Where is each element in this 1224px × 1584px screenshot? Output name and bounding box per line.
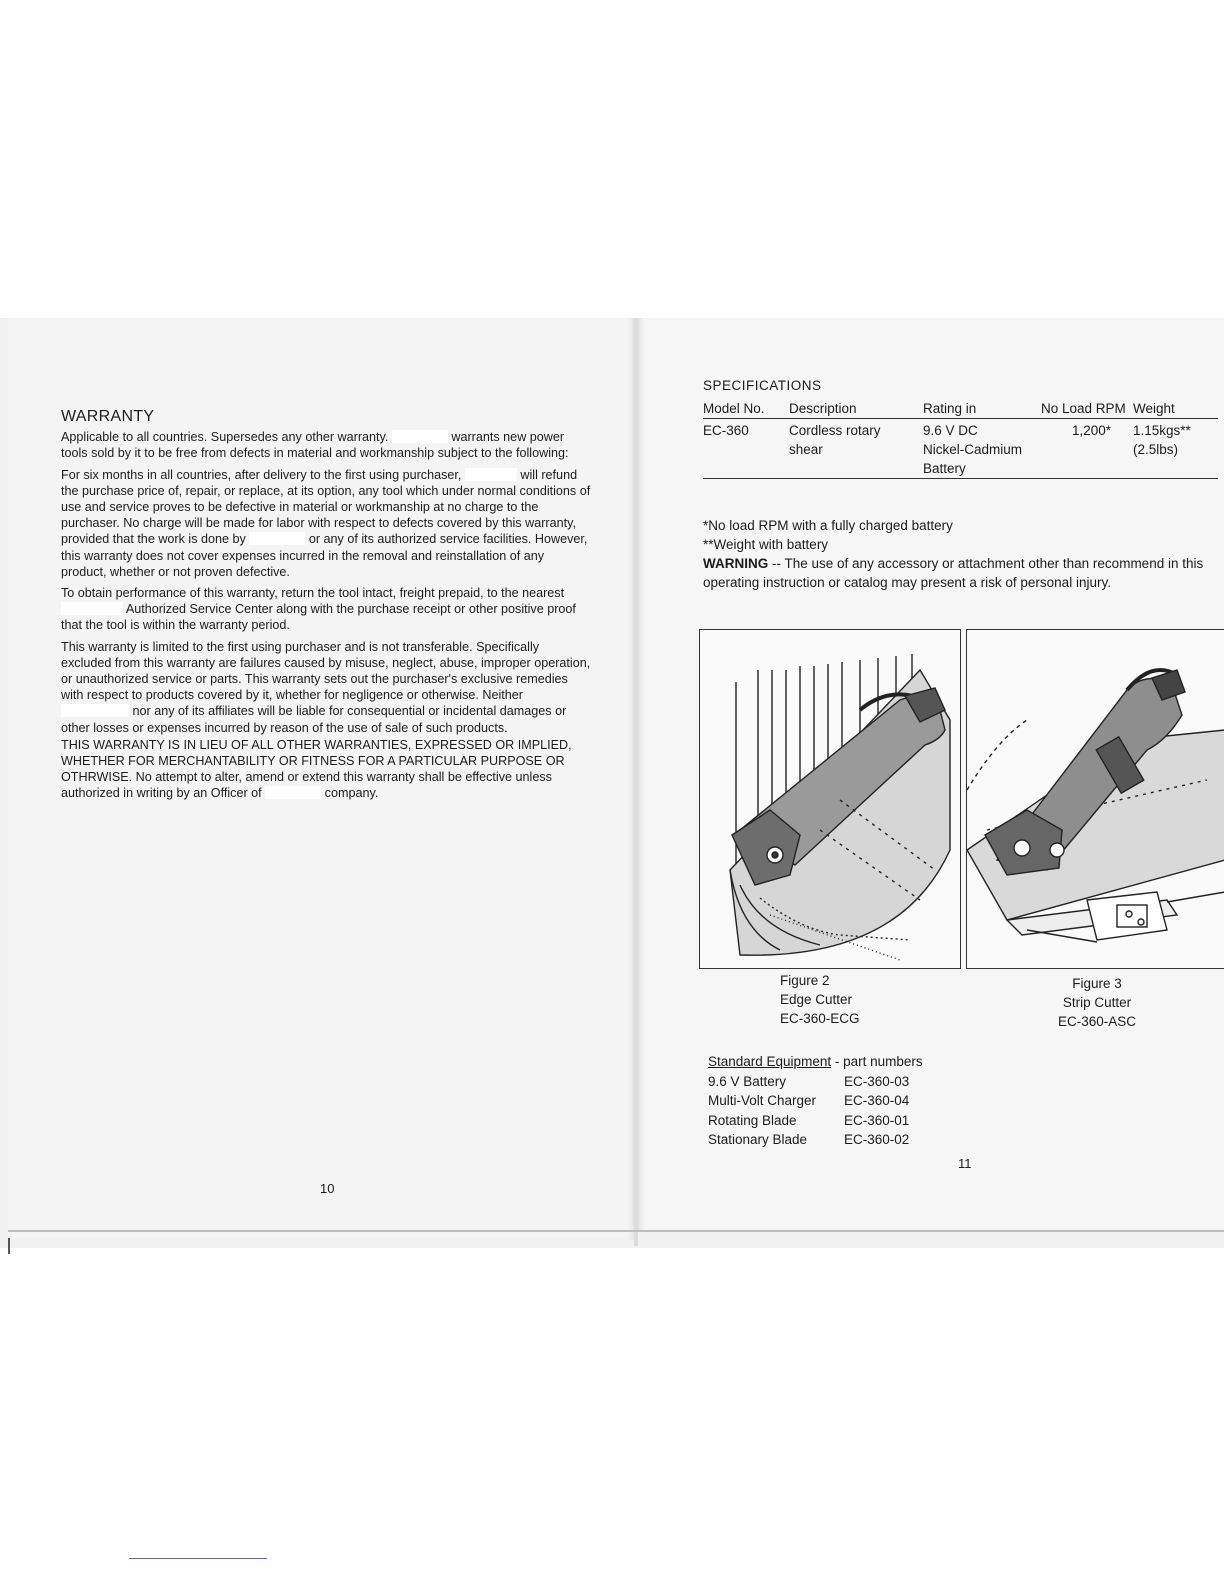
warranty-title: WARRANTY <box>61 408 155 425</box>
warranty-disclaimer: THIS WARRANTY IS IN LIEU OF ALL OTHER WARRANTIES, EXPRESSED OR IMPLIED, WHETHER FOR MERCHANTABILITY OR FITNESS FOR A PARTICULAR PURPOSE OR OTHRWISE. <box>61 737 572 785</box>
rating-battery: Battery <box>923 461 966 476</box>
cell-rpm: 1,200* <box>1071 423 1111 438</box>
warranty-section <box>61 409 591 807</box>
redacted-brand <box>61 602 123 615</box>
list-item <box>708 1130 923 1150</box>
footer-rule <box>129 1558 267 1559</box>
specifications-table <box>703 399 1218 479</box>
standard-equipment-heading <box>708 1052 923 1072</box>
redacted-brand <box>61 704 129 717</box>
rpm-footnote: *No load RPM with a fully charged battery <box>703 518 953 533</box>
equipment-name: 9.6 V Battery <box>708 1073 787 1089</box>
specifications-section <box>703 378 1223 479</box>
header-rpm: No Load RPM <box>1041 401 1126 416</box>
header-rating: Rating in <box>923 401 977 416</box>
rating-voltage: 9.6 V DC <box>923 423 978 438</box>
redacted-brand <box>265 786 321 799</box>
cell-weight <box>1133 419 1218 479</box>
figure-2-illustration <box>699 629 961 969</box>
figure-2-number: Figure 2 <box>780 973 830 988</box>
cell-rating <box>923 419 1041 479</box>
cell-description: Cordless rotary shear <box>789 423 881 457</box>
page-number-left: 10 <box>320 1181 335 1196</box>
weight-footnote: **Weight with battery <box>703 537 829 552</box>
equipment-part: EC-360-02 <box>844 1132 910 1147</box>
warranty-text: warrants new power tools sold by it to be free from defects in material and workmanship subject to the following: <box>61 430 569 461</box>
spec-footnotes <box>703 516 1213 592</box>
warranty-paragraph-1 <box>61 429 591 461</box>
figure-2-name: Edge Cutter <box>780 992 853 1007</box>
warranty-text: company. <box>324 786 379 801</box>
specifications-title: SPECIFICATIONS <box>703 378 822 393</box>
strip-cutter-drawing <box>967 630 1224 968</box>
warranty-paragraph-5 <box>61 737 591 802</box>
scan-edge-mark <box>8 1238 10 1254</box>
standard-equipment-suffix: - part numbers <box>831 1054 923 1069</box>
equipment-part: EC-360-03 <box>844 1073 910 1089</box>
equipment-name: Multi-Volt Charger <box>708 1093 817 1108</box>
warranty-paragraph-2 <box>61 467 591 580</box>
figure-3-number: Figure 3 <box>1072 976 1122 991</box>
warranty-text: or any of its authorized service facilities. However, this warranty does not cover expenses incurred in the removal and reinstallation of any product, whether or not proven defective. <box>61 532 588 579</box>
equipment-name: Rotating Blade <box>708 1112 797 1128</box>
edge-cutter-drawing <box>700 630 960 968</box>
warning-note <box>703 554 1213 592</box>
header-weight: Weight <box>1133 401 1175 416</box>
equipment-part: EC-360-04 <box>844 1093 910 1108</box>
figure-3-part: EC-360-ASC <box>1058 1014 1137 1029</box>
rating-chemistry: Nickel-Cadmium <box>923 442 1023 457</box>
weight-lbs: (2.5lbs) <box>1133 442 1179 457</box>
list-item <box>708 1072 923 1092</box>
warranty-text: Applicable to all countries. Supersedes any other warranty. <box>61 430 389 445</box>
page-number-right: 11 <box>958 1156 972 1171</box>
figure-3-illustration <box>966 629 1224 969</box>
warning-label: WARNING <box>703 556 769 571</box>
warning-text: -- The use of any accessory or attachment other than recommend in this operating instruction or catalog may present a risk of personal injury. <box>703 556 1204 590</box>
figure-3-caption <box>1058 974 1136 1031</box>
warranty-text: nor any of its affiliates will be liable for consequential or incidental damages or other losses or expenses incurred by reason of the use of sale of such products. <box>61 704 567 735</box>
warranty-text: will refund the purchase price of, repair, or replace, at its option, any tool which under normal conditions of use and service proves to be defective in material or workmanship at no charge to the purchaser. No charge will be made for labor with respect to defects covered by this warranty, provided that the work is done by <box>61 467 591 547</box>
table-header-row <box>703 399 1218 419</box>
header-description: Description <box>789 401 857 416</box>
cell-model: EC-360 <box>703 423 749 438</box>
warranty-text: For six months in all countries, after delivery to the first using purchaser, <box>61 467 462 482</box>
figure-2-caption <box>780 971 860 1028</box>
redacted-brand <box>392 430 448 443</box>
warranty-paragraph-3 <box>61 585 591 634</box>
redacted-brand <box>249 532 305 545</box>
equipment-part: EC-360-01 <box>844 1112 910 1128</box>
warranty-text: No attempt to alter, amend or extend this warranty shall be effective unless authorized in writing by an Officer of <box>61 770 552 801</box>
warranty-paragraph-4 <box>61 639 591 736</box>
equipment-name: Stationary Blade <box>708 1132 808 1147</box>
redacted-brand <box>465 468 517 481</box>
table-row <box>703 419 1218 479</box>
standard-equipment-title: Standard Equipment <box>708 1054 832 1069</box>
warranty-text: Authorized Service Center along with the purchase receipt or other positive proof that the tool is within the warranty period. <box>61 602 576 633</box>
weight-kg: 1.15kgs** <box>1133 423 1191 438</box>
warranty-text: This warranty is limited to the first using purchaser and is not transferable. Specifically excluded from this warranty are failures caused by misuse, neglect, abuse, improper operation, or unauthorized service or parts. This warranty sets out the purchaser's exclusive remedies with respect to products covered by it, whether for negligence or otherwise. Neither <box>61 639 591 703</box>
warranty-text: To obtain performance of this warranty, return the tool intact, freight prepaid, to the nearest <box>61 586 565 601</box>
list-item <box>708 1111 923 1131</box>
standard-equipment-list <box>708 1052 923 1150</box>
header-model: Model No. <box>703 401 765 416</box>
list-item <box>708 1091 923 1111</box>
spread-bottom-edge <box>8 1230 1224 1232</box>
figure-3-name: Strip Cutter <box>1062 995 1132 1010</box>
figure-2-part: EC-360-ECG <box>780 1011 860 1026</box>
